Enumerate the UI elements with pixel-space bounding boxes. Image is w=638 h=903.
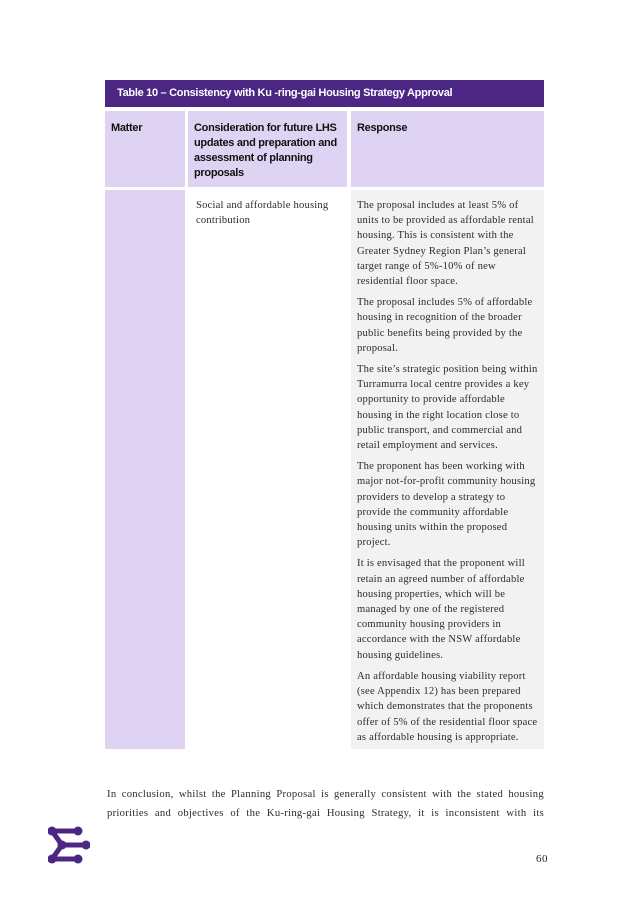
table-caption: Table 10 – Consistency with Ku -ring-gai Housing Strategy Approval (105, 80, 544, 107)
consistency-table (105, 80, 544, 749)
response-paragraph: It is envisaged that the proponent will retain an agreed number of affordable housing properties, which will be managed by one of the registered community housing providers in accordance with the NSW affordable housing guidelines. (357, 558, 525, 661)
page-number: 60 (536, 853, 548, 865)
response-paragraph: The proponent has been working with major not-for-profit community housing providers to develop a strategy to provide the community affordable housing units within the proposed project. (357, 461, 536, 549)
header-consideration: Consideration for future LHS updates and preparation and assessment of planning proposals (188, 111, 347, 187)
response-paragraph: The proposal includes 5% of affordable housing in recognition of the broader public benefits being provided by the proposal. (357, 297, 533, 354)
response-paragraph: The proposal includes at least 5% of units to be provided as affordable rental housing. This is consistent with the Greater Sydney Region Plan’s general target range of 5%-10% of new residential floor space. (357, 200, 534, 288)
response-paragraph: The site’s strategic position being within Turramurra local centre provides a key opportunity to provide affordable housing in the right location close to public transport, and commercial and retail employment and services. (357, 364, 538, 452)
table-row (105, 190, 544, 749)
brand-logo-icon (48, 826, 90, 864)
cell-matter (105, 190, 185, 749)
conclusion-paragraph: In conclusion, whilst the Planning Proposal is generally consistent with the stated housing priorities and objectives of the Ku-ring-gai Housing Strategy, it is inconsistent with its (107, 789, 544, 819)
header-response: Response (351, 111, 544, 187)
table-header-row (105, 111, 544, 187)
cell-consideration: Social and affordable housing contribution (188, 190, 347, 749)
cell-response (351, 190, 544, 749)
response-paragraph: An affordable housing viability report (see Appendix 12) has been prepared which demonstrates that the proponents offer of 5% of the residential floor space as affordable housing is appropriate. (357, 670, 538, 743)
header-matter: Matter (105, 111, 185, 187)
